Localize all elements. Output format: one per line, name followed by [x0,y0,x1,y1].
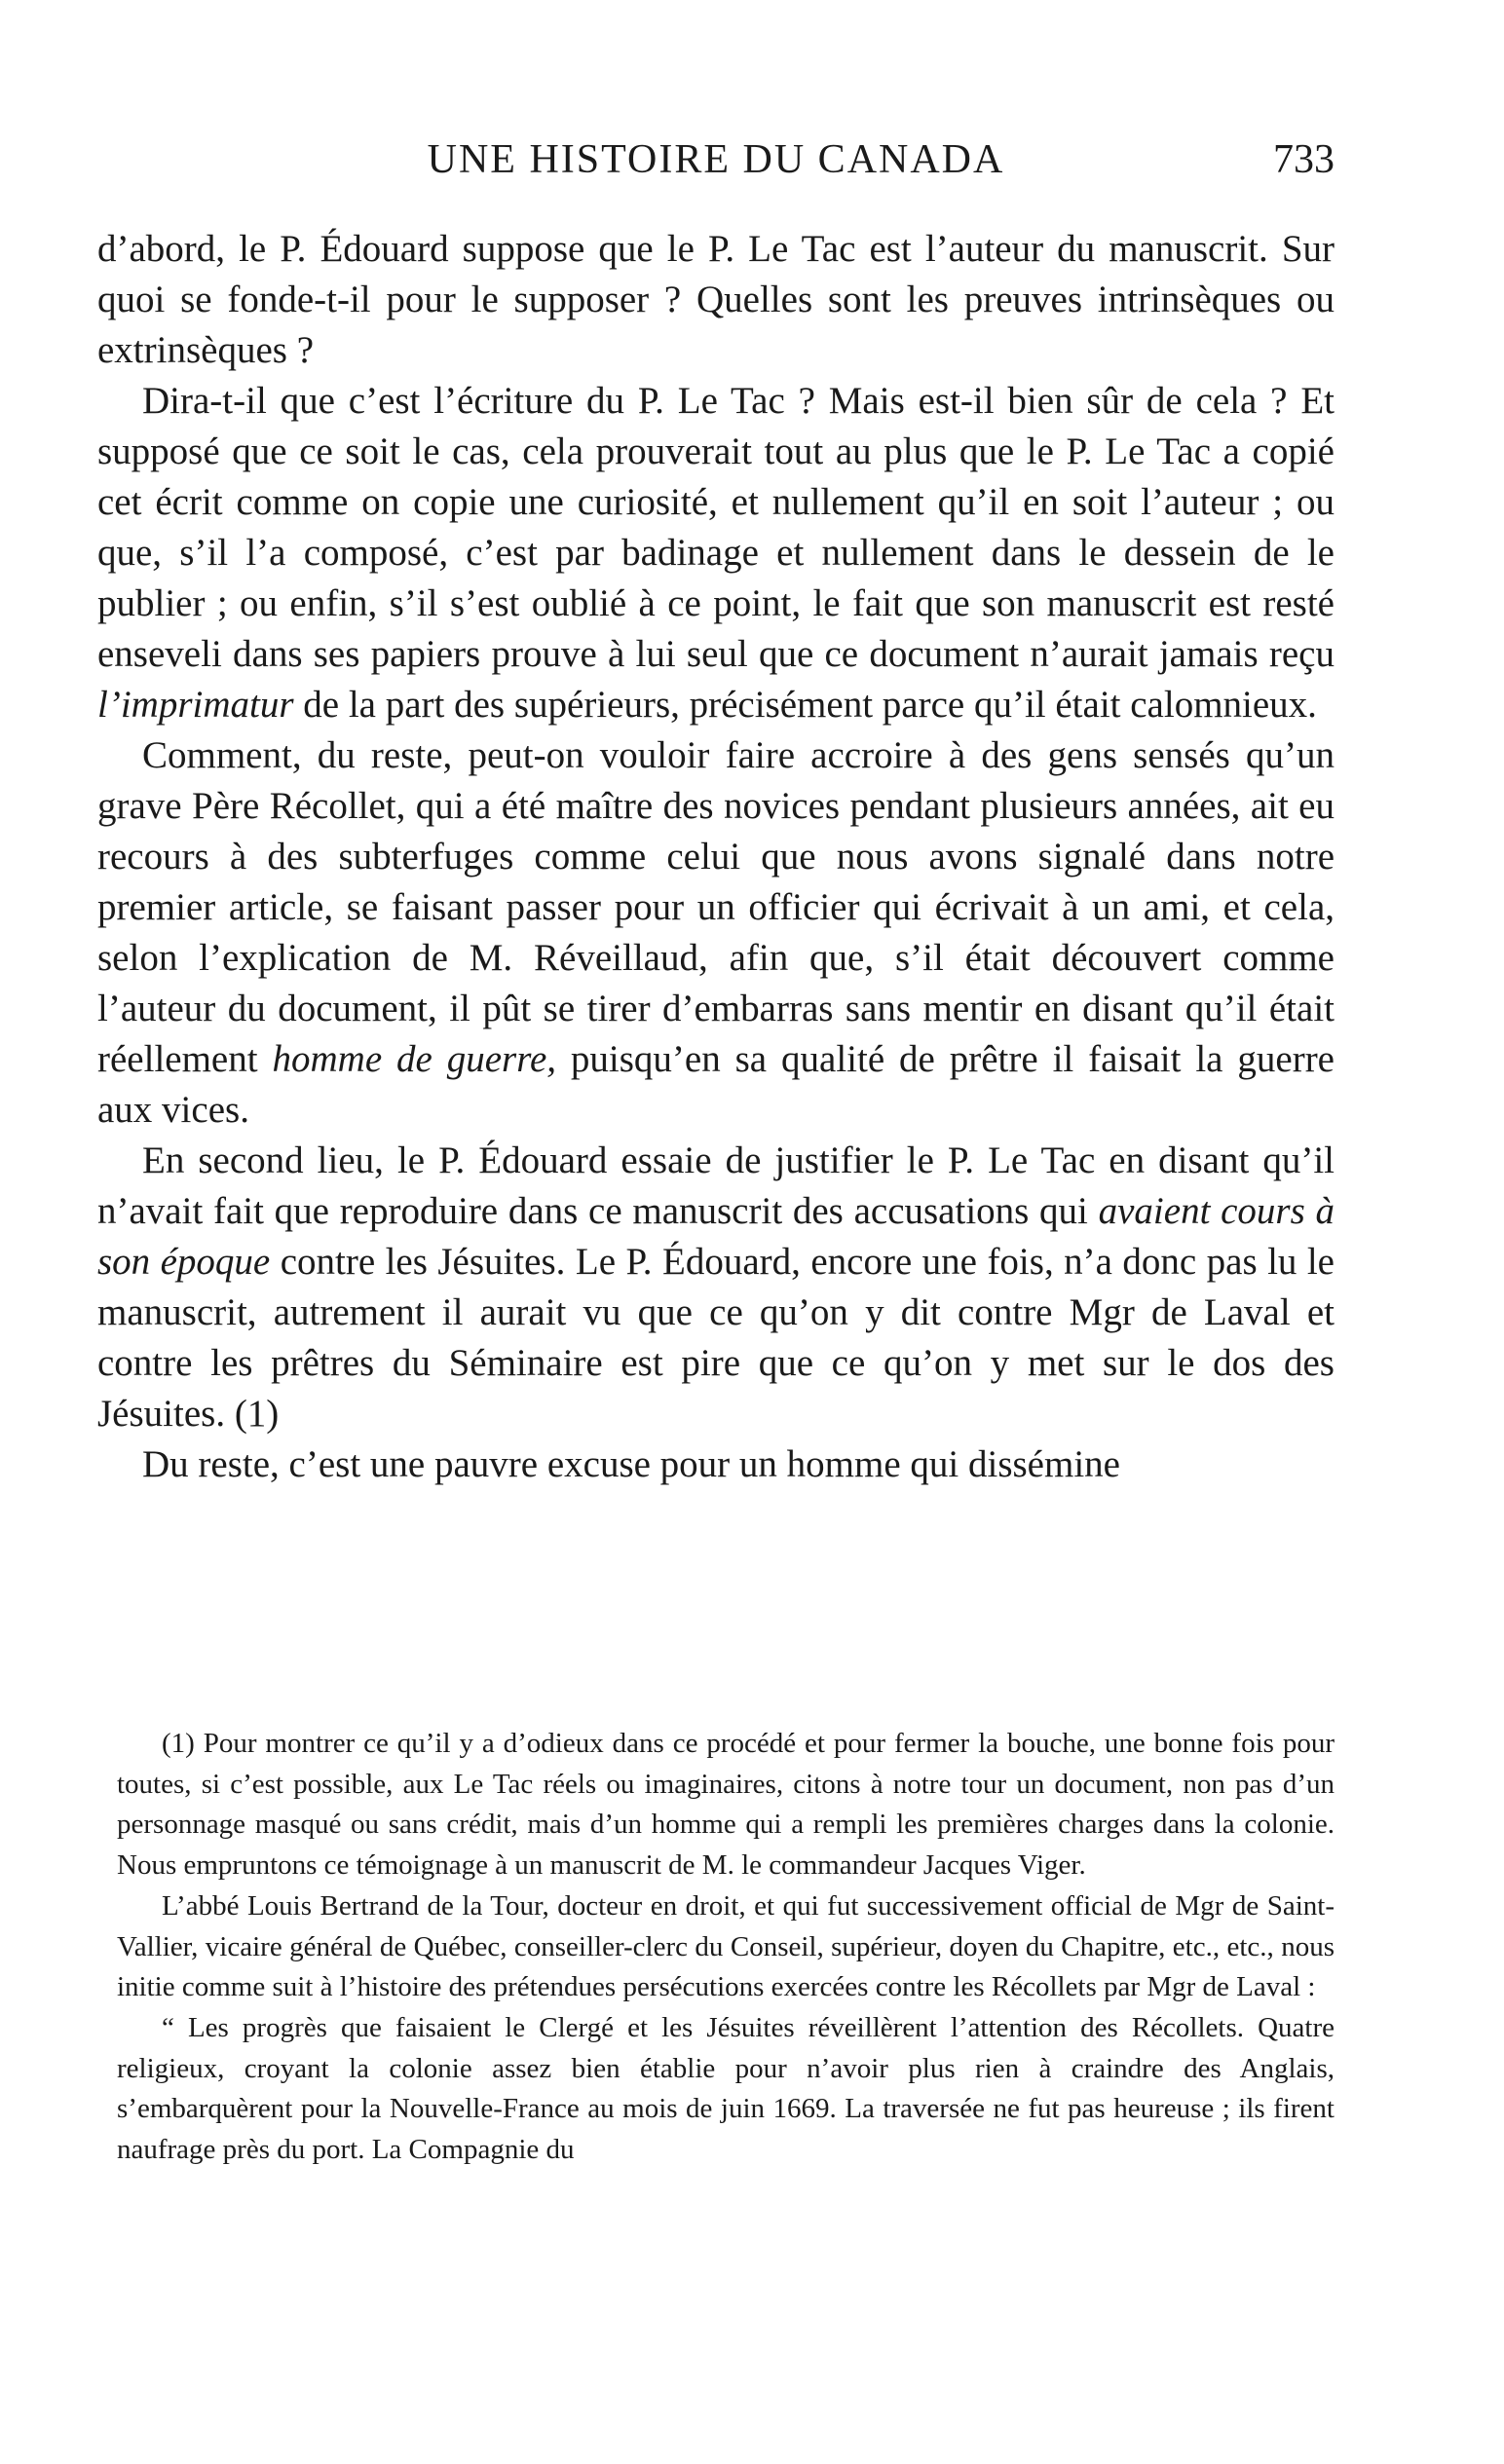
paragraph-4 [97,1136,1335,1439]
page-number: 733 [1273,137,1335,182]
paragraph-5: Du reste, c’est une pauvre excuse pour un homme qui dissémine [142,1443,1120,1485]
footnote-1: (1) Pour montrer ce qu’il y a d’odieux dans ce procédé et pour fermer la bouche, une bonne fois pour toutes, si c’est possible, aux Le Tac réels ou imaginaires, citons à notre tour un document, non pas d’un personnage masqué ou sans crédit, mais d’un homme qui a rempli les premières charges dans la colonie. Nous empruntons ce témoignage à un manuscrit de M. le commandeur Jacques Viger. [117,1728,1335,1882]
paragraph-2-text-b: de la part des supérieurs, précisément parce qu’il était calomnieux. [293,684,1317,726]
paragraph-1: d’abord, le P. Édouard suppose que le P. Le Tac est l’auteur du manuscrit. Sur quoi se fonde-t-il pour le supposer ? Quelles sont les preuves intrinsèques ou extrinsèques ? [97,228,1335,371]
footnotes [117,1724,1335,2171]
imprimatur-italic: l’imprimatur [97,684,294,726]
footnote-3: “ Les progrès que faisaient le Clergé et les Jésuites réveillèrent l’attention des Récollets. Quatre religieux, croyant la colonie assez bien établie pour n’avoir plus rien à craindre des Anglais, s’embarquèrent pour la Nouvelle-France au mois de juin 1669. La traversée ne fut pas heureuse ; ils firent naufrage près du port. La Compagnie du [117,2011,1335,2166]
paragraph-3 [97,730,1335,1136]
paragraph-3-text-a: Comment, du reste, peut-on vouloir faire accroire à des gens sensés qu’un grave Père Récollet, qui a été maître des novices pendant plusieurs années, ait eu recours à des subterfuges comme celui que nous avons signalé dans notre premier article, se faisant passer pour un officier qui écrivait à un ami, et cela, selon l’explication de M. Réveillaud, afin que, s’il était découvert comme l’auteur du document, il pût se tirer d’embarras sans mentir en disant qu’il était réellement [97,734,1335,1080]
paragraph-4-text-b: contre les Jésuites. Le P. Édouard, encore une fois, n’a donc pas lu le manuscrit, autrement il aurait vu que ce qu’on y dit contre Mgr de Laval et contre les prêtres du Séminaire est pire que ce qu’on y met sur le dos des Jésuites. (1) [97,1241,1335,1435]
avaient-cours-italic: avaient cours à son époque [97,1190,1335,1283]
running-title: UNE HISTOIRE DU CANADA [427,137,1005,182]
paragraph-2-text-a: Dira-t-il que c’est l’écriture du P. Le Tac ? Mais est-il bien sûr de cela ? Et supposé que ce soit le cas, cela prouverait tout au plus que le P. Le Tac a copié cet écrit comme on copie une curiosité, et nullement qu’il en soit l’auteur ; ou que, s’il l’a composé, c’est par badinage et nullement dans le dessein de le publier ; ou enfin, s’il s’est oublié à ce point, le fait que son manuscrit est resté enseveli dans ses papiers prouve à lui seul que ce document n’aurait jamais reçu [97,380,1335,675]
paragraph-4-text-a: En second lieu, le P. Édouard essaie de justifier le P. Le Tac en disant qu’il n’avait fait que reproduire dans ce manuscrit des accusations qui [97,1139,1335,1232]
paragraph-2 [97,376,1335,730]
homme-de-guerre-italic: homme de guerre, [272,1038,557,1080]
body-text [97,224,1335,1490]
footnote-2: L’abbé Louis Bertrand de la Tour, docteur en droit, et qui fut successivement official de Mgr de Saint-Vallier, vicaire général de Québec, conseiller-clerc du Conseil, supérieur, doyen du Chapitre, etc., etc., nous initie comme suit à l’histoire des prétendues persécutions exercées contre les Récollets par Mgr de Laval : [117,1889,1335,2003]
paragraph-3-text-b: puisqu’en sa qualité de prêtre il faisait la guerre aux vices. [97,1038,1335,1131]
running-head [97,136,1335,195]
